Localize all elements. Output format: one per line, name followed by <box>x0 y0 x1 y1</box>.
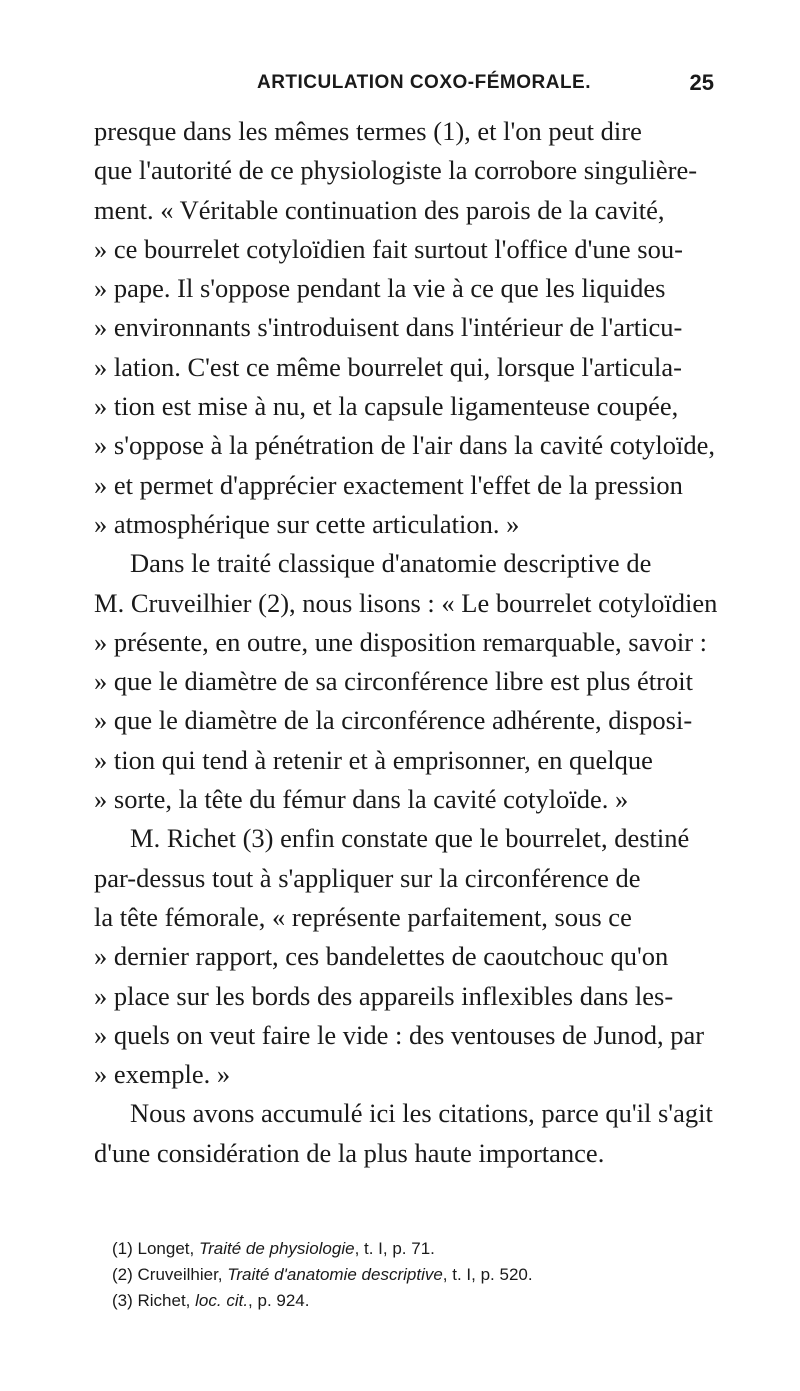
text-line: » tion qui tend à retenir et à emprisonner, en quelque <box>94 744 653 775</box>
footnote-2 <box>112 1262 712 1288</box>
text-line: » dernier rapport, ces bandelettes de caoutchouc qu'on <box>94 941 669 972</box>
footnote-1 <box>112 1236 712 1262</box>
text-line: par-dessus tout à s'appliquer sur la circonférence de <box>94 862 641 893</box>
text-line: » sorte, la tête du fémur dans la cavité cotyloïde. » <box>94 784 629 815</box>
footnotes <box>112 1236 712 1314</box>
text-line: » quels on veut faire le vide : des ventouses de Junod, par <box>94 1019 705 1050</box>
body-text <box>94 112 718 1173</box>
footnote-author: (2) Cruveilhier, <box>112 1265 228 1284</box>
text-line: » lation. C'est ce même bourrelet qui, lorsque l'articula- <box>94 351 682 382</box>
footnote-author: (3) Richet, <box>112 1291 196 1310</box>
text-line: » pape. Il s'oppose pendant la vie à ce que les liquides <box>94 273 666 304</box>
text-line: » place sur les bords des appareils inflexibles dans les- <box>94 980 674 1011</box>
text-line: » que le diamètre de la circonférence adhérente, disposi- <box>94 705 693 736</box>
footnote-author: (1) Longet, <box>112 1239 199 1258</box>
text-line: » environnants s'introduisent dans l'intérieur de l'articu- <box>94 312 683 343</box>
text-line: presque dans les mêmes termes (1), et l'on peut dire <box>94 116 642 146</box>
paragraph-start: Nous avons accumulé ici les citations, parce qu'il s'agit <box>130 1098 713 1129</box>
text-line: » présente, en outre, une disposition remarquable, savoir : <box>94 626 708 657</box>
text-line: la tête fémorale, « représente parfaitement, sous ce <box>94 901 632 932</box>
footnote-title: Traité d'anatomie descriptive <box>227 1265 443 1284</box>
footnote-title: Traité de physiologie <box>198 1239 355 1258</box>
page-number: 25 <box>689 70 714 95</box>
text-line: » ce bourrelet cotyloïdien fait surtout l'office d'une sou- <box>94 233 683 264</box>
paragraph-start: M. Richet (3) enfin constate que le bourrelet, destiné <box>130 823 690 854</box>
text-line: ment. « Véritable continuation des parois de la cavité, <box>94 194 665 225</box>
text-line: que l'autorité de ce physiologiste la corrobore singulière- <box>94 155 698 186</box>
footnote-ref: , p. 924. <box>248 1291 310 1310</box>
footnote-ref: , t. I, p. 520. <box>442 1265 533 1284</box>
text-line: » tion est mise à nu, et la capsule ligamenteuse coupée, <box>94 391 679 422</box>
text-line: » et permet d'apprécier exactement l'effet de la pression <box>94 469 683 500</box>
running-title: ARTICULATION COXO-FÉMORALE. <box>256 72 591 93</box>
text-line: d'une considération de la plus haute importance. <box>94 1137 605 1168</box>
paragraph-start: Dans le traité classique d'anatomie descriptive de <box>130 548 652 579</box>
text-line: » s'oppose à la pénétration de l'air dans la cavité cotyloïde, <box>94 430 716 461</box>
text-line: » que le diamètre de sa circonférence libre est plus étroit <box>94 666 693 697</box>
text-line: » atmosphérique sur cette articulation. » <box>94 508 520 539</box>
footnote-ref: , t. I, p. 71. <box>354 1239 435 1258</box>
text-line: » exemple. » <box>94 1059 231 1090</box>
text-line: M. Cruveilhier (2), nous lisons : « Le bourrelet cotyloïdien <box>94 587 718 618</box>
page-header <box>94 72 714 102</box>
footnote-3 <box>112 1288 712 1314</box>
footnote-title: loc. cit. <box>195 1291 249 1310</box>
